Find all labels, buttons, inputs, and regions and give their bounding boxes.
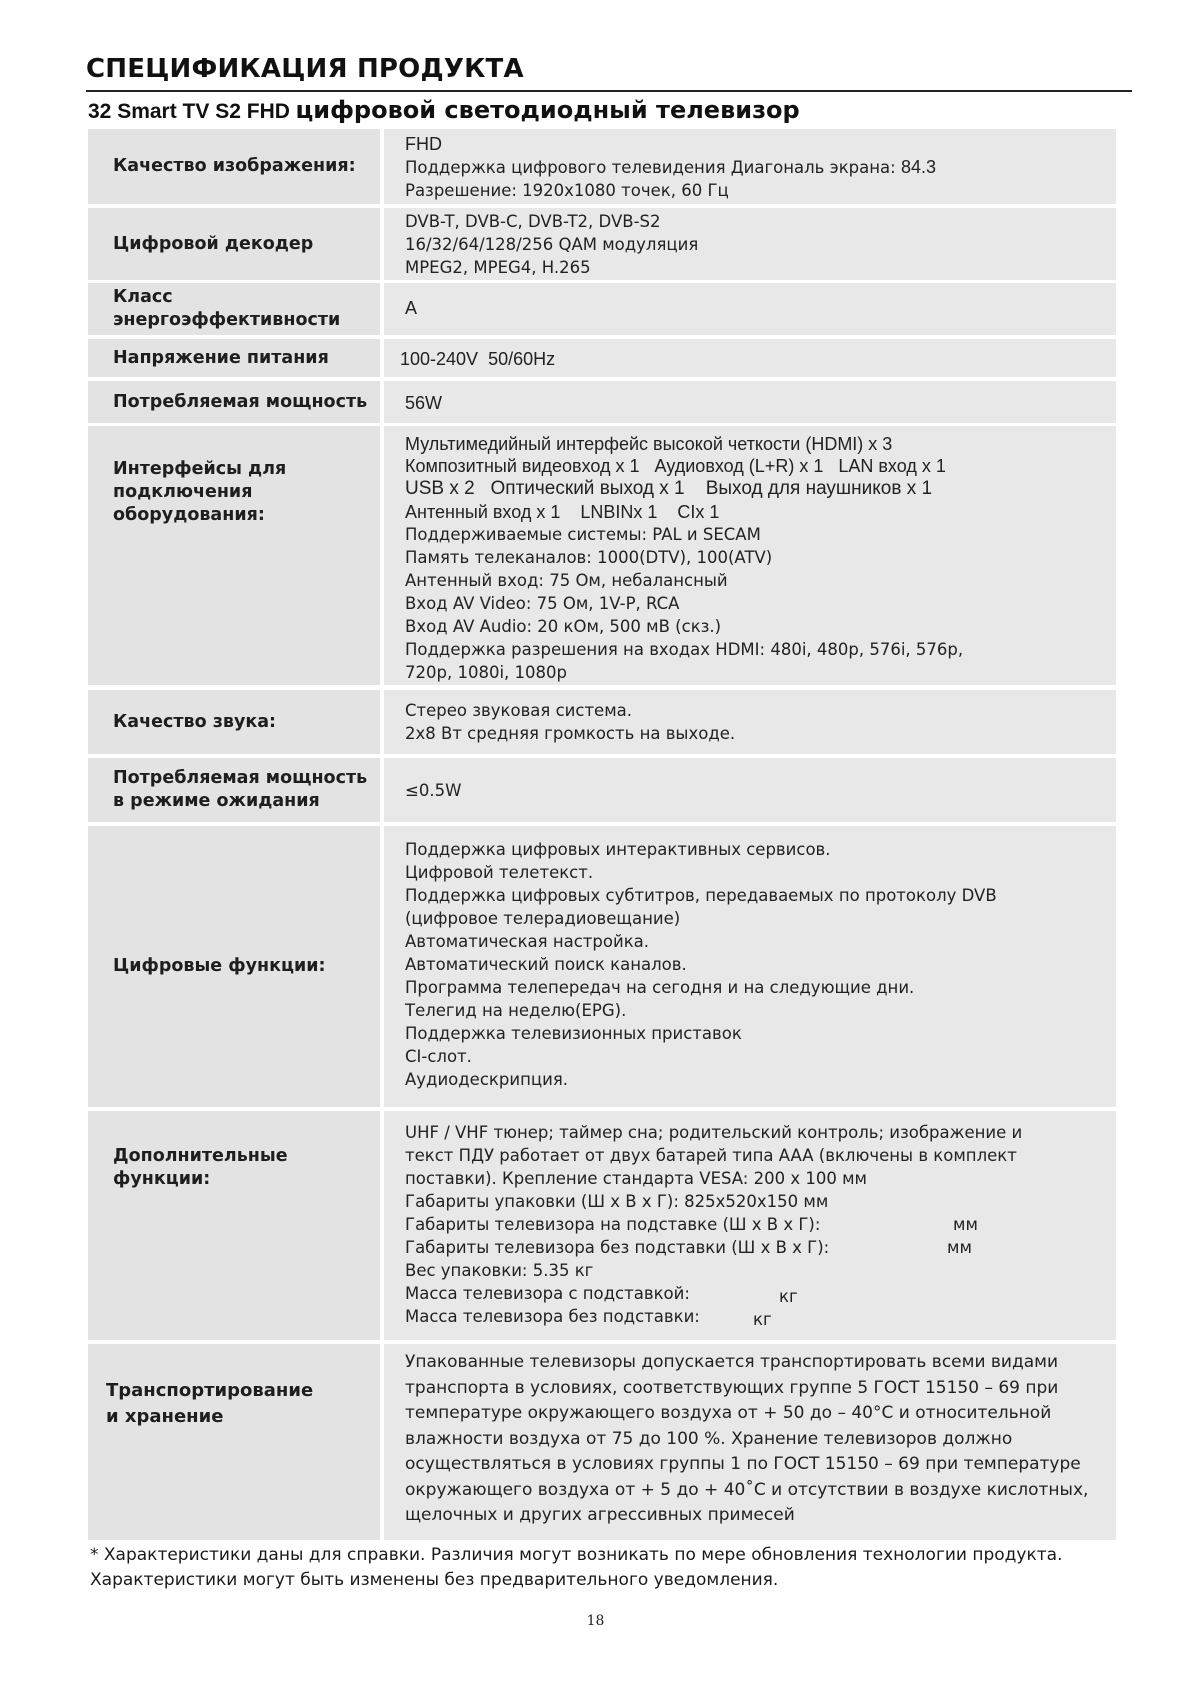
spec-value-line: температуре окружающего воздуха от + 50 до – 40°С и относительной <box>405 1403 1052 1423</box>
spec-value-line: Разрешение: 1920x1080 точек, 60 Гц <box>405 181 729 200</box>
spec-value-text: Масса телевизора без подставки: <box>405 1307 700 1326</box>
page-title: СПЕЦИФИКАЦИЯ ПРОДУКТА <box>86 54 524 84</box>
spec-value-line: CI-слот. <box>405 1047 472 1066</box>
spec-value-line: Вход AV Audio: 20 кОм, 500 мВ (скз.) <box>405 617 722 636</box>
spec-value-line: Поддержка телевизионных приставок <box>405 1024 742 1043</box>
spec-value-cell <box>384 758 1116 822</box>
unit-label: мм <box>947 1238 972 1257</box>
spec-value-line: Вес упаковки: 5.35 кг <box>405 1261 594 1280</box>
spec-value-line <box>405 156 1116 179</box>
spec-value-number: 84.3 <box>900 157 937 177</box>
spec-label <box>113 458 286 527</box>
spec-value-cell <box>384 690 1116 754</box>
unit-label: кг <box>753 1310 772 1329</box>
spec-value-line: Антенный вход: 75 Ом, небалансный <box>405 571 728 590</box>
spec-value-line: текст ПДУ работает от двух батарей типа AAA (включены в комплект <box>405 1146 1017 1165</box>
spec-label-line: энергоэффективности <box>113 310 341 330</box>
spec-value-line: Поддержка цифровых интерактивных сервисов. <box>405 840 831 859</box>
spec-label-cell <box>88 381 380 423</box>
spec-value-line: щелочных и других агрессивных примесей <box>405 1505 795 1525</box>
spec-value-line: Телегид на неделю(EPG). <box>405 1001 627 1020</box>
spec-row-additional <box>88 1111 1116 1340</box>
spec-value-line <box>405 1282 1116 1305</box>
spec-row-interfaces <box>88 426 1116 685</box>
spec-value-text: Масса телевизора с подставкой: <box>405 1284 690 1303</box>
spec-row-standby <box>88 758 1116 822</box>
spec-label-cell <box>88 826 380 1107</box>
spec-value-line: 56W <box>405 393 443 413</box>
unit-label: мм <box>953 1215 978 1234</box>
spec-row-supply-voltage <box>88 339 1116 377</box>
spec-value-line: Память телеканалов: 1000(DTV), 100(ATV) <box>405 548 773 567</box>
spec-label-cell <box>88 208 380 280</box>
spec-label <box>113 1145 288 1191</box>
subtitle-description: цифровой светодиодный телевизор <box>295 96 800 124</box>
spec-row-power <box>88 381 1116 423</box>
spec-label: Потребляемая мощность <box>113 391 368 412</box>
spec-label <box>113 767 367 813</box>
spec-label-line: Интерфейсы для <box>113 459 287 479</box>
spec-value-line: Упакованные телевизоры допускается транспортировать всеми видами <box>405 1352 1059 1372</box>
spec-label: Качество звука: <box>113 711 277 732</box>
spec-value-line: 2x8 Вт средняя громкость на выходе. <box>405 724 736 743</box>
spec-value-line: Программа телепередач на сегодня и на следующие дни. <box>405 978 915 997</box>
spec-value-cell <box>384 426 1116 685</box>
footnote-line: * Характеристики даны для справки. Различия могут возникать по мере обновления технологии продукта. <box>90 1545 1063 1565</box>
spec-value-line: Стерео звуковая система. <box>405 701 633 720</box>
spec-value-line: 100-240V 50/60Hz <box>400 349 556 369</box>
page-subtitle <box>88 96 800 124</box>
footnote-line: Характеристики могут быть изменены без предварительного уведомления. <box>90 1570 779 1590</box>
spec-row-transport <box>88 1344 1116 1540</box>
spec-value-cell <box>384 129 1116 204</box>
spec-label-line: Потребляемая мощность <box>113 768 368 788</box>
spec-value-line: Габариты упаковки (Ш x В x Г): 825x520x150 мм <box>405 1192 829 1211</box>
spec-label: Напряжение питания <box>113 347 329 368</box>
spec-value-line <box>405 1213 1116 1236</box>
spec-value-line <box>405 1305 1116 1328</box>
spec-value-line: UHF / VHF тюнер; таймер сна; родительский контроль; изображение и <box>405 1123 1023 1142</box>
title-divider <box>86 90 1132 92</box>
spec-label-line: в режиме ожидания <box>113 791 320 811</box>
spec-row-picture <box>88 129 1116 204</box>
spec-value-text: Габариты телевизора без подставки (Ш x В x Г): <box>405 1238 830 1257</box>
subtitle-model: 32 Smart TV S2 FHD <box>88 100 290 123</box>
spec-value-text: Поддержка цифрового телевидения Диагональ экрана: <box>405 158 896 177</box>
spec-value-line: Композитный видеовход x 1 Аудиовход (L+R) x 1 LAN вход x 1 <box>405 456 946 476</box>
spec-label-line: оборудования: <box>113 505 265 525</box>
spec-label-cell <box>88 1344 380 1540</box>
spec-value-line: 16/32/64/128/256 QAM модуляция <box>405 235 699 254</box>
spec-value-line: Поддерживаемые системы: PAL и SECAM <box>405 525 761 544</box>
spec-value-cell <box>384 339 1116 377</box>
spec-value-cell <box>384 1344 1116 1540</box>
spec-label-cell <box>88 283 380 335</box>
spec-value-cell <box>384 283 1116 335</box>
spec-value-line: (цифровое телерадиовещание) <box>405 909 681 928</box>
spec-label-cell <box>88 426 380 685</box>
spec-value-line: поставки). Крепление стандарта VESA: 200 x 100 мм <box>405 1169 867 1188</box>
spec-label-line: Дополнительные <box>113 1146 288 1166</box>
spec-value-cell <box>384 826 1116 1107</box>
spec-row-energy-class <box>88 283 1116 335</box>
spec-value-text: Габариты телевизора на подставке (Ш x В x Г): <box>405 1215 821 1234</box>
spec-value-line: влажности воздуха от 75 до 100 %. Хранение телевизоров должно <box>405 1428 1013 1449</box>
spec-value-line: транспорта в условиях, соответствующих группе 5 ГОСТ 15150 – 69 при <box>405 1377 1059 1398</box>
spec-label-cell <box>88 690 380 754</box>
spec-row-digital-functions <box>88 826 1116 1107</box>
spec-label-line: и хранение <box>106 1406 224 1427</box>
footnote <box>90 1543 1063 1593</box>
spec-row-decoder <box>88 208 1116 280</box>
spec-row-sound <box>88 690 1116 754</box>
spec-value-line: Поддержка разрешения на входах HDMI: 480i, 480p, 576i, 576p, <box>405 640 964 659</box>
spec-label-line: функции: <box>113 1169 211 1189</box>
spec-value-line: Поддержка цифровых субтитров, передаваемых по протоколу DVB <box>405 886 997 905</box>
spec-label: Цифровые функции: <box>113 956 326 976</box>
spec-label-cell <box>88 129 380 204</box>
spec-label: Цифровой декодер <box>113 233 314 254</box>
spec-value-line: DVB-T, DVB-C, DVB-T2, DVB-S2 <box>405 212 661 231</box>
spec-value-line: USB x 2 Оптический выход x 1 Выход для наушников x 1 <box>405 478 933 499</box>
spec-label <box>106 1378 313 1430</box>
spec-value-line: Цифровой телетекст. <box>405 863 594 882</box>
spec-value-line: FHD <box>405 134 442 154</box>
spec-value-line: ≤0.5W <box>405 781 462 800</box>
spec-label-line: подключения <box>113 482 253 502</box>
spec-label-line: Транспортирование <box>106 1380 314 1401</box>
spec-label-cell <box>88 339 380 377</box>
spec-value-line: Аудиодескрипция. <box>405 1070 568 1089</box>
spec-value-line: Мультимедийный интерфейс высокой четкости (HDMI) x 3 <box>405 434 893 454</box>
spec-value-line: A <box>405 298 418 318</box>
spec-label-cell <box>88 1111 380 1340</box>
spec-value-line: Автоматическая настройка. <box>405 932 650 951</box>
spec-value-line: 720p, 1080i, 1080p <box>405 663 567 682</box>
spec-label <box>113 286 340 332</box>
spec-value-line <box>405 1236 1116 1259</box>
unit-label: кг <box>779 1287 798 1306</box>
spec-value-line: Вход AV Video: 75 Ом, 1V-P, RCA <box>405 594 680 613</box>
spec-value-line: MPEG2, MPEG4, H.265 <box>405 258 591 277</box>
spec-label-line: Класс <box>113 287 173 307</box>
page-number: 18 <box>586 1613 605 1629</box>
spec-value-line: Антенный вход x 1 LNBINx 1 CIx 1 <box>405 502 720 522</box>
spec-value-line: осуществляться в условиях группы 1 по ГОСТ 15150 – 69 при температуре <box>405 1454 1081 1474</box>
spec-label-cell <box>88 758 380 822</box>
spec-value-cell <box>384 381 1116 423</box>
spec-value-line: Автоматический поиск каналов. <box>405 955 687 974</box>
spec-value-cell <box>384 208 1116 280</box>
spec-value-cell <box>384 1111 1116 1340</box>
spec-value-line: окружающего воздуха от + 5 до + 40˚С и отсутствии в воздухе кислотных, <box>405 1479 1089 1500</box>
spec-label: Качество изображения: <box>113 156 356 176</box>
